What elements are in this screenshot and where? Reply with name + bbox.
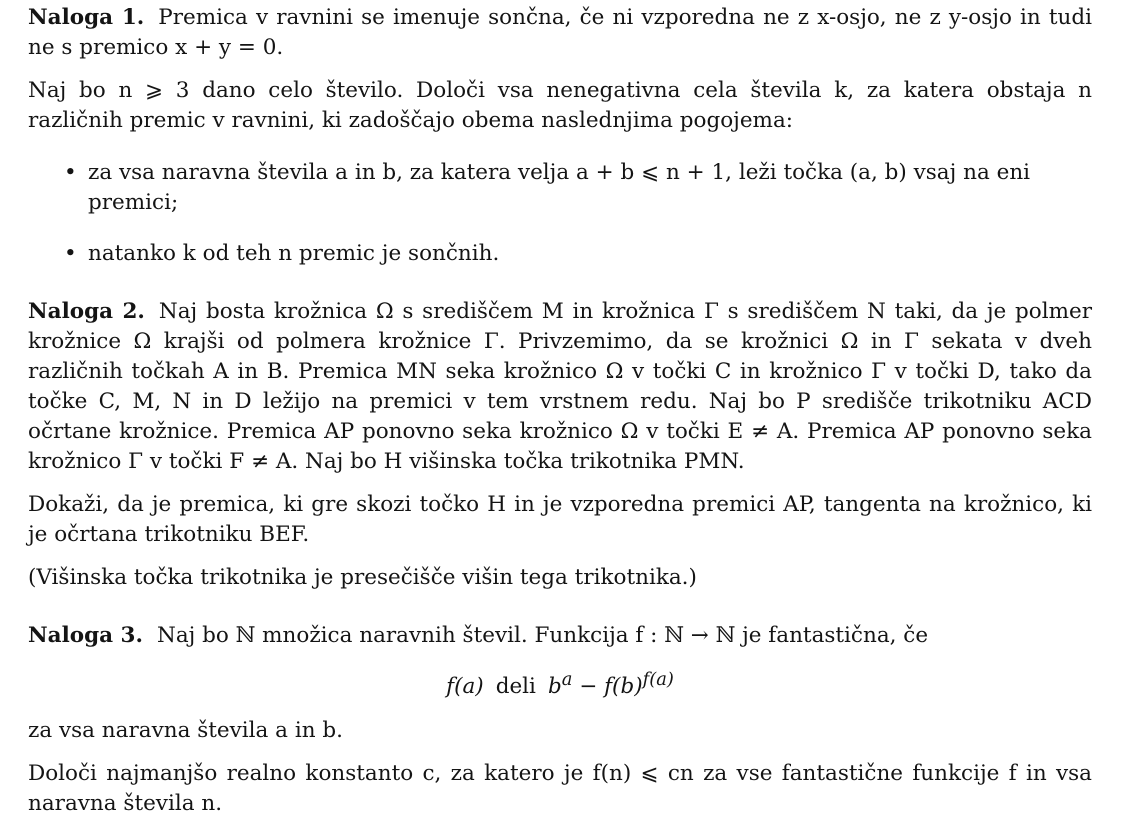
problem-2: [28, 297, 1092, 593]
equation-fb-exponent: f(a): [642, 669, 674, 690]
problem-1: [28, 0, 1092, 269]
condition-item: [28, 239, 1092, 269]
document-page: [28, 0, 1092, 819]
condition-item: [28, 158, 1092, 218]
problem-3-quantifier: za vsa naravna števila a in b.: [28, 718, 343, 744]
condition-text: natanko k od teh n premic je sončnih.: [88, 241, 500, 266]
problem-1-text: Premica v ravnini se imenuje sončna, če ni vzporedna ne z x-osjo, ne z y-osjo in tudi ne s premico x + y = 0.: [28, 5, 1092, 60]
problem-3-statement: [28, 621, 1092, 651]
problem-3-task: Določi najmanjšo realno konstanto c, za katero je f(n) ⩽ cn za vse fantastične funkcije f in vsa naravna števila n.: [28, 761, 1092, 817]
equation-minus: −: [579, 674, 598, 700]
problem-2-statement: [28, 297, 1092, 477]
problem-3: [28, 621, 1092, 819]
problem-3-text: Naj bo ℕ množica naravnih števil. Funkcija f : ℕ → ℕ je fantastična, če: [157, 623, 929, 648]
equation-word: deli: [495, 674, 536, 700]
problem-2-task: Dokaži, da je premica, ki gre skozi točko H in je vzporedna premici AP, tangenta na krožnico, ki je očrtana trikotniku BEF.: [28, 492, 1092, 547]
equation-exponent: a: [561, 669, 573, 690]
display-equation: [28, 651, 1092, 716]
condition-text: za vsa naravna števila a in b, za katera velja a + b ⩽ n + 1, leži točka (a, b) vsaj na eni premici;: [88, 160, 1031, 215]
problem-1-title: Naloga 1.: [28, 5, 145, 30]
bullet-icon: •: [64, 241, 77, 266]
equation-base: b: [547, 674, 562, 700]
bullet-icon: •: [64, 160, 77, 185]
equation-fb: f(b): [604, 674, 643, 700]
problem-1-statement: [28, 3, 1092, 63]
problem-3-title: Naloga 3.: [28, 623, 143, 648]
problem-2-text: Naj bosta krožnica Ω s središčem M in krožnica Γ s središčem N taki, da je polmer krožnice Ω krajši od polmera krožnice Γ. Privzemimo, da se krožnici Ω in Γ sekata v dveh različnih točkah A in B. Premica MN seka krožnico Ω v točki C in krožnico Γ v točki D, tako da točke C, M, N in D ležijo na premici v tem vrstnem redu. Naj bo P središče trikotniku ACD očrtane krožnice. Premica AP ponovno seka krožnico Ω v točki E ≠ A. Premica AP ponovno seka krožnico Γ v točki F ≠ A. Naj bo H višinska točka trikotnika PMN.: [28, 299, 1092, 474]
problem-1-task: Naj bo n ⩾ 3 dano celo število. Določi vsa nenegativna cela števila k, za katera obstaja n različnih premic v ravnini, ki zadoščajo obema naslednjima pogojema:: [28, 78, 1092, 133]
equation-lhs: f(a): [446, 674, 484, 700]
problem-2-note: (Višinska točka trikotnika je presečišče višin tega trikotnika.): [28, 565, 697, 590]
problem-2-title: Naloga 2.: [28, 299, 145, 324]
problem-1-conditions: [28, 158, 1092, 269]
